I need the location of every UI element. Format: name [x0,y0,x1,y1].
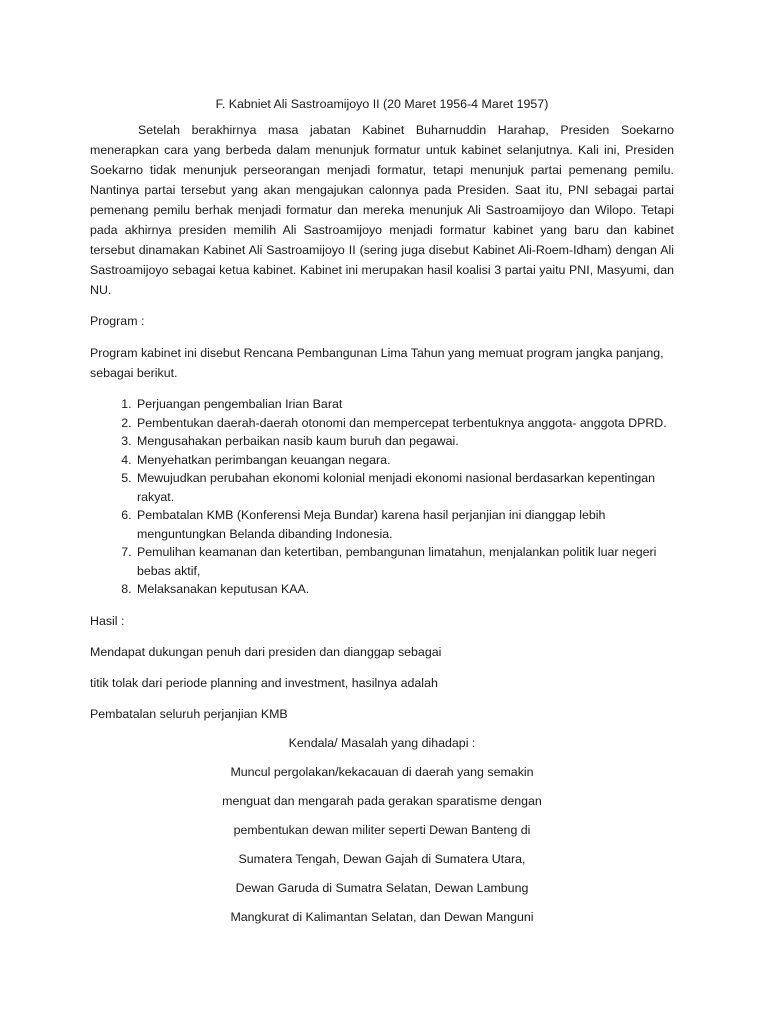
kendala-line: pembentukan dewan militer seperti Dewan Banteng di [233,822,531,837]
hasil-line: Mendapat dukungan penuh dari presiden dan dianggap sebagai [90,644,442,659]
program-item: 7. Pemulihan keamanan dan ketertiban, pembangunan limatahun, menjalankan politik luar negeri bebas aktif, [135,543,674,580]
kendala-line: Mangkurat di Kalimantan Selatan, dan Dewan Manguni [230,909,534,924]
kendala-line: menguat dan mengarah pada gerakan sparatisme dengan [222,793,542,808]
hasil-line: Pembatalan seluruh perjanjian KMB [90,706,288,721]
hasil-heading: Hasil : [90,613,125,628]
kendala-line: Muncul pergolakan/kekacauan di daerah yang semakin [230,764,534,779]
hasil-line: titik tolak dari periode planning and investment, hasilnya adalah [90,675,438,690]
program-item: 5. Mewujudkan perubahan ekonomi kolonial menjadi ekonomi nasional berdasarkan kepentingan rakyat. [135,469,674,506]
document-title: F. Kabniet Ali Sastroamijoyo II (20 Maret 1956-4 Maret 1957) [215,97,549,111]
program-intro: Program kabinet ini disebut Rencana Pembangunan Lima Tahun yang memuat program jangka panjang, sebagai berikut. [90,346,664,380]
program-item: 3. Mengusahakan perbaikan nasib kaum buruh dan pegawai. [135,432,674,451]
program-item: 2. Pembentukan daerah-daerah otonomi dan mempercepat terbentuknya anggota- anggota DPRD. [135,414,674,433]
program-item: 4. Menyehatkan perimbangan keuangan negara. [135,451,674,470]
kendala-line: Sumatera Tengah, Dewan Gajah di Sumatera Utara, [238,851,526,866]
program-list [90,395,674,599]
program-item: 1. Perjuangan pengembalian Irian Barat [135,395,674,414]
program-item: 6. Pembatalan KMB (Konferensi Meja Bundar) karena hasil perjanjian ini dianggap lebih menguntungkan Belanda dibanding Indonesia. [135,506,674,543]
kendala-line: Dewan Garuda di Sumatra Selatan, Dewan Lambung [235,880,529,895]
kendala-heading: Kendala/ Masalah yang dihadapi : [288,735,476,750]
intro-paragraph: Setelah berakhirnya masa jabatan Kabinet Buharnuddin Harahap, Presiden Soekarno menerapkan cara yang berbeda dalam menunjuk formatur untuk kabinet selanjutnya. Kali ini, Presiden Soekarno tidak menunjuk perseorangan menjadi formatur, tetapi menunjuk partai pemenang pemilu. Nantinya partai tersebut yang akan mengajukan calonnya pada Presiden. Saat itu, PNI sebagai partai pemenang pemilu berhak menjadi formatur dan mereka menunjuk Ali Sastroamijoyo dan Wilopo. Tetapi pada akhirnya presiden memilih Ali Sastroamijoyo menjadi formatur kabinet yang baru dan kabinet tersebut dinamakan Kabinet Ali Sastroamijoyo II (sering juga disebut Kabinet Ali-Roem-Idham) dengan Ali Sastroamijoyo sebagai ketua kabinet. Kabinet ini merupakan hasil koalisi 3 partai yaitu PNI, Masyumi, dan NU. [90,123,674,297]
program-heading: Program : [90,314,145,328]
program-item: 8. Melaksanakan keputusan KAA. [135,580,674,599]
